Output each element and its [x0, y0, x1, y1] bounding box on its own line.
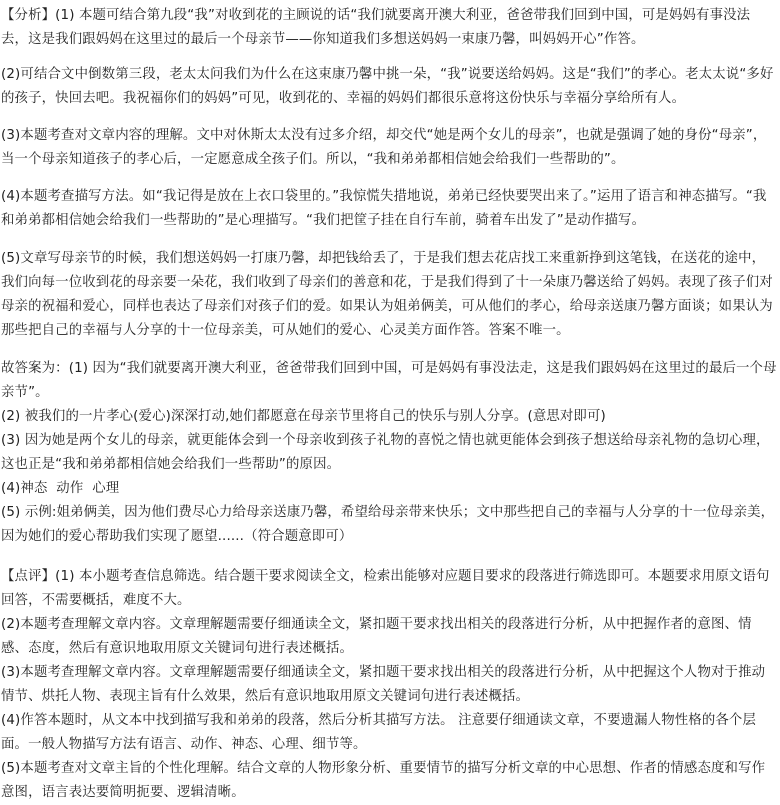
comment-section [1, 565, 777, 805]
analysis-paragraph-3: (3)本题考查对文章内容的理解。文中对休斯太太没有过多介绍，却交代“她是两个女儿的母亲”，也就是强调了她的身份“母亲”，当一个母亲知道孩子的孝心后，一定愿意成全孩子们。所以，“我和弟弟都相信她会给我们一些帮助的”。 [1, 128, 767, 167]
answer-line-4: (4)神态 动作 心理 [1, 481, 120, 496]
comment-line-2: (2)本题考查理解文章内容。文章理解题需要仔细通读全文，紧扣题干要求找出相关的段落进行分析，从中把握作者的意图、情感、态度，然后有意识地取用原文关键词句进行表述概括。 [1, 617, 752, 656]
comment-line-1: 【点评】(1) 本小题考查信息筛选。结合题干要求阅读全文，检索出能够对应题目要求的段落进行筛选即可。本题要求用原文语句回答，不需要概括，难度不大。 [1, 569, 770, 608]
comment-line-5: (5)本题考查对文章主旨的个性化理解。结合文章的人物形象分析、重要情节的描写分析文章的中心思想、作者的情感态度和写作意图，语言表达要简明扼要、逻辑清晰。 [1, 761, 766, 800]
analysis-paragraph-1: 【分析】(1) 本题可结合第九段“我”对收到花的主顾说的话“我们就要离开澳大利亚，爸爸带我们回到中国，可是妈妈有事没法去，这是我们跟妈妈在这里过的最后一个母亲节——你知道我们多想送妈妈一束康乃馨，叫妈妈开心”作答。 [1, 8, 751, 47]
comment-line-4: (4)作答本题时，从文本中找到描写我和弟弟的段落，然后分析其描写方法。 注意要仔细通读文章，不要遗漏人物性格的各个层面。一般人物描写方法有语言、动作、神态、心理、细节等。 [1, 713, 757, 752]
analysis-paragraph-5: (5)文章写母亲节的时候，我们想送妈妈一打康乃馨，却把钱给丢了，于是我们想去花店找工来重新挣到这笔钱，在送花的途中，我们向每一位收到花的母亲要一朵花，我们收到了母亲们的善意和花，于是我们得到了十一朵康乃馨送给了妈妈。表现了孩子们对母亲的祝福和爱心，同样也表达了母亲们对孩子们的爱。如果认为姐弟俩美，可从他们的孝心，给母亲送康乃馨方面谈；如果认为那些把自己的幸福与人分享的十一位母亲美，可从她们的爱心、心灵美方面作答。答案不唯一。 [1, 251, 773, 338]
answer-line-5: (5) 示例:姐弟俩美，因为他们费尽心力给母亲送康乃馨，希望给母亲带来快乐；文中那些把自己的幸福与人分享的十一位母亲美，因为她们的爱心帮助我们实现了愿望......（符合题意即可） [1, 505, 775, 544]
answer-line-2: (2) 被我们的一片孝心(爱心)深深打动,她们都愿意在母亲节里将自己的快乐与别人分享。(意思对即可) [1, 409, 606, 424]
answer-line-3: (3) 因为她是两个女儿的母亲，就更能体会到一个母亲收到孩子礼物的喜悦之情也就更能体会到孩子想送给母亲礼物的急切心理，这也正是“我和弟弟都相信她会给我们一些帮助”的原因。 [1, 433, 770, 472]
analysis-paragraph-2: (2)可结合文中倒数第三段，老太太问我们为什么在这束康乃馨中挑一朵，“我”说要送给妈妈。这是“我们”的孝心。老太太说“多好的孩子，快回去吧。我祝福你们的妈妈”可见，收到花的、幸福的妈妈们都很乐意将这份快乐与幸福分享给所有人。 [1, 67, 774, 106]
answer-section [1, 357, 777, 549]
answer-line-1: 故答案为：(1) 因为“我们就要离开澳大利亚，爸爸带我们回到中国，可是妈妈有事没法走，这是我们跟妈妈在这里过的最后一个母亲节”。 [1, 361, 777, 400]
analysis-paragraph-4: (4)本题考查描写方法。如“我记得是放在上衣口袋里的。”我惊慌失措地说，弟弟已经快要哭出来了。”运用了语言和神态描写。“我和弟弟都相信她会给我们一些帮助的”是心理描写。“我们把筐子挂在自行车前，骑着车出发了”是动作描写。 [1, 189, 767, 228]
comment-line-3: (3)本题考查理解文章内容。文章理解题需要仔细通读全文，紧扣题干要求找出相关的段落进行分析，从中把握这个人物对于推动情节、烘托人物、表现主旨有什么效果，然后有意识地取用原文关键词句进行表述概括。 [1, 665, 766, 704]
